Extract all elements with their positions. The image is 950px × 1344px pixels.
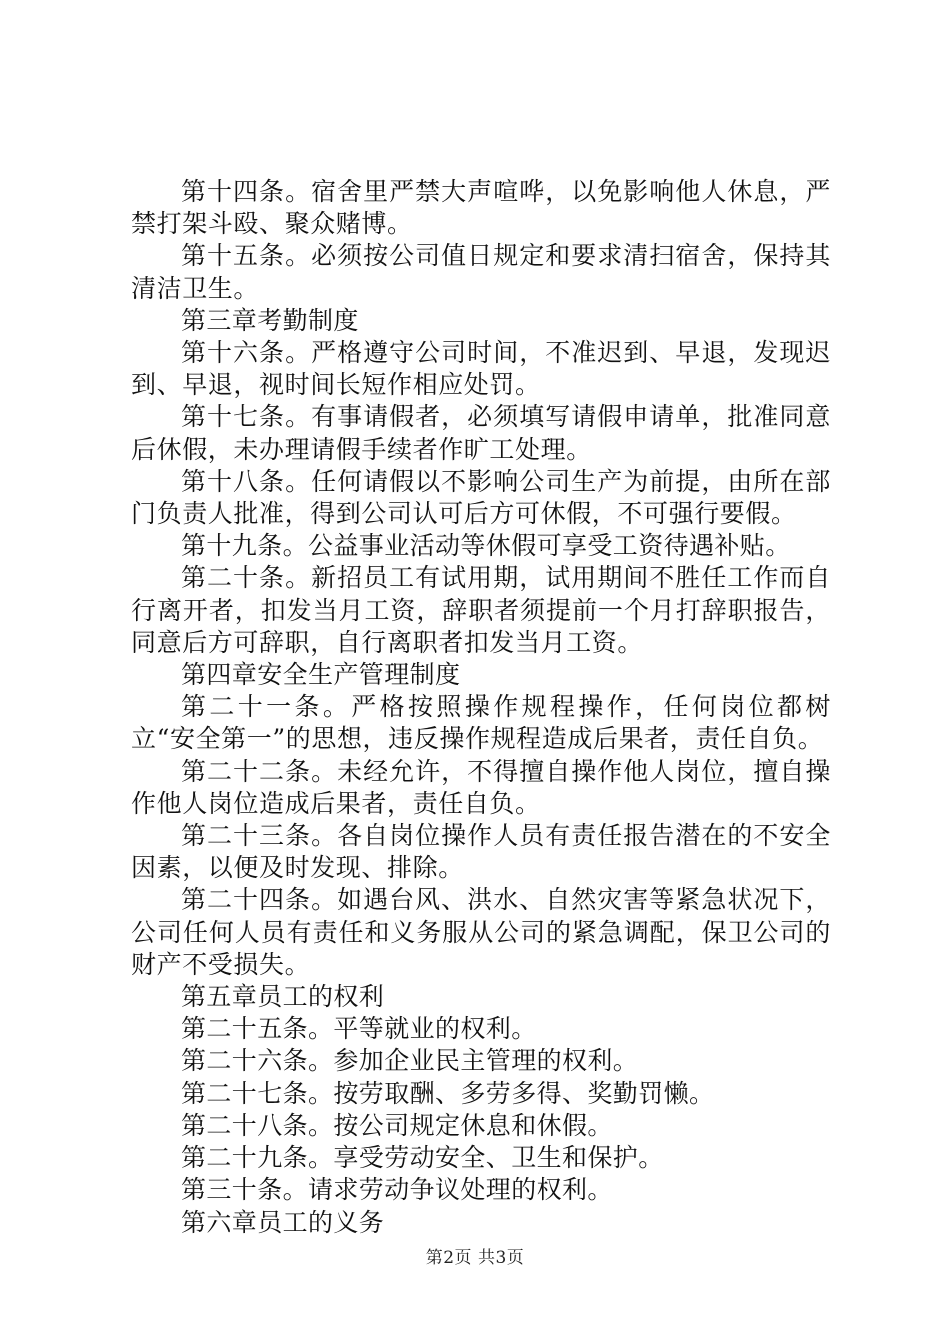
chapter-heading-5: 第五章员工的权利	[181, 982, 385, 1012]
paragraph-article-19: 第十九条。公益事业活动等休假可享受工资待遇补贴。	[181, 531, 791, 561]
paragraph-article-25: 第二十五条。平等就业的权利。	[181, 1014, 537, 1044]
paragraph-article-16: 第十六条。严格遵守公司时间，不准迟到、早退，发现迟到、早退，视时间长短作相应处罚。	[131, 338, 831, 400]
paragraph-article-14: 第十四条。宿舍里严禁大声喧哗，以免影响他人休息，严禁打架斗殴、聚众赌博。	[131, 177, 831, 239]
paragraph-article-24: 第二十四条。如遇台风、洪水、自然灾害等紧急状况下，公司任何人员有责任和义务服从公司的紧急调配，保卫公司的财产不受损失。	[131, 885, 831, 979]
paragraph-article-29: 第二十九条。享受劳动安全、卫生和保护。	[181, 1143, 664, 1173]
paragraph-article-15: 第十五条。必须按公司值日规定和要求清扫宿舍，保持其清洁卫生。	[131, 241, 831, 303]
paragraph-article-17: 第十七条。有事请假者，必须填写请假申请单，批准同意后休假，未办理请假手续者作旷工处理。	[131, 402, 831, 464]
paragraph-article-23: 第二十三条。各自岗位操作人员有责任报告潜在的不安全因素，以便及时发现、排除。	[131, 821, 831, 883]
paragraph-article-26: 第二十六条。参加企业民主管理的权利。	[181, 1046, 639, 1076]
paragraph-article-21: 第二十一条。严格按照操作规程操作，任何岗位都树立“安全第一”的思想，违反操作规程造成后果者，责任自负。	[131, 692, 831, 754]
page-number-footer: 第2页 共3页	[425, 1248, 525, 1268]
chapter-heading-3: 第三章考勤制度	[181, 305, 359, 335]
chapter-heading-4: 第四章安全生产管理制度	[181, 660, 461, 690]
paragraph-article-30: 第三十条。请求劳动争议处理的权利。	[181, 1175, 613, 1205]
paragraph-article-28: 第二十八条。按公司规定休息和休假。	[181, 1110, 613, 1140]
paragraph-article-27: 第二十七条。按劳取酬、多劳多得、奖勤罚懒。	[181, 1078, 715, 1108]
chapter-heading-6: 第六章员工的义务	[181, 1207, 385, 1237]
document-body	[131, 176, 831, 1239]
paragraph-article-22: 第二十二条。未经允许，不得擅自操作他人岗位，擅自操作他人岗位造成后果者，责任自负。	[131, 756, 831, 818]
paragraph-article-20: 第二十条。新招员工有试用期，试用期间不胜任工作而自行离开者，扣发当月工资，辞职者须提前一个月打辞职报告，同意后方可辞职，自行离职者扣发当月工资。	[131, 563, 831, 657]
paragraph-article-18: 第十八条。任何请假以不影响公司生产为前提，由所在部门负责人批准，得到公司认可后方可休假，不可强行要假。	[131, 466, 831, 529]
